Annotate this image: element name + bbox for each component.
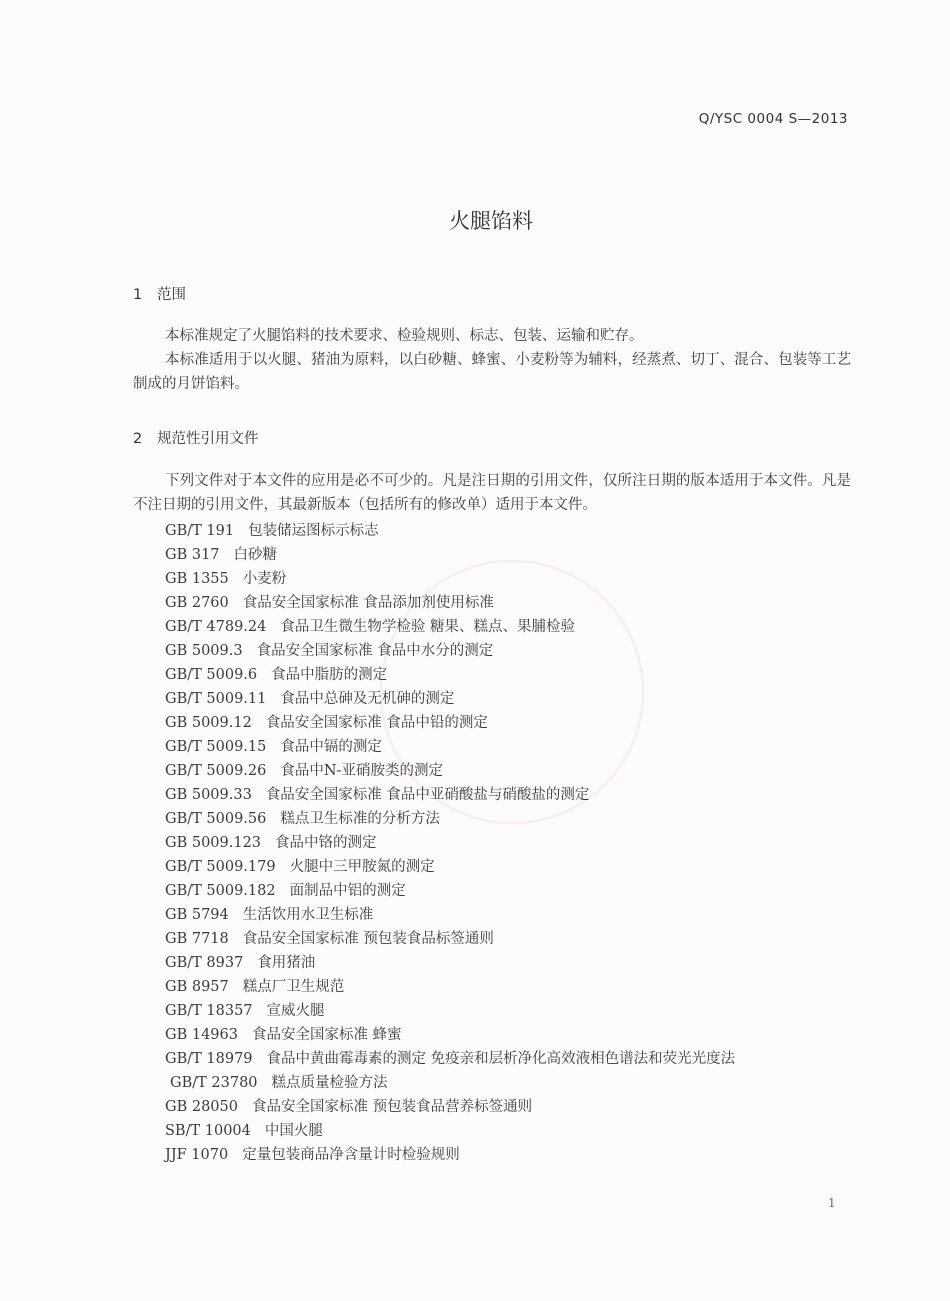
- section-title: 规范性引用文件: [157, 431, 259, 447]
- section-1-heading: [133, 283, 186, 304]
- reference-item: [165, 615, 735, 639]
- reference-title: 食品中铬的测定: [275, 835, 377, 851]
- reference-code: GB 5009.3: [165, 643, 243, 659]
- reference-title: 食品安全国家标准 食品添加剂使用标准: [242, 595, 494, 611]
- reference-title: 包装储运图标示标志: [248, 523, 379, 539]
- page-number: 1: [828, 1196, 836, 1210]
- reference-title: 糕点厂卫生规范: [242, 979, 345, 995]
- reference-title: 食品中脂肪的测定: [271, 667, 388, 683]
- reference-title: 宣威火腿: [266, 1003, 325, 1019]
- reference-title: 食品卫生微生物学检验 糖果、糕点、果脯检验: [280, 619, 575, 635]
- reference-title: 食品安全国家标准 食品中水分的测定: [256, 643, 494, 659]
- section-number: 1: [133, 287, 143, 303]
- reference-code: GB 2760: [165, 595, 229, 611]
- reference-code: GB/T 23780: [170, 1075, 258, 1091]
- reference-code: GB 7718: [165, 931, 229, 947]
- reference-title: 食用猪油: [257, 955, 316, 971]
- reference-item: [165, 1119, 735, 1143]
- reference-item: [165, 639, 735, 663]
- reference-title: 糕点卫生标准的分析方法: [280, 811, 440, 827]
- reference-title: 小麦粉: [242, 571, 287, 587]
- reference-item: [165, 687, 735, 711]
- section-title: 范围: [157, 287, 186, 303]
- reference-title: 火腿中三甲胺氮的测定: [289, 859, 435, 875]
- reference-item: [165, 663, 735, 687]
- section-number: 2: [133, 431, 143, 447]
- normative-references-list: [165, 519, 735, 1167]
- reference-title: 食品安全国家标准 预包装食品标签通则: [242, 931, 494, 947]
- reference-code: JJF 1070: [165, 1147, 229, 1163]
- reference-code: GB 28050: [165, 1099, 238, 1115]
- reference-item: [165, 855, 735, 879]
- section-2-heading: [133, 427, 259, 448]
- reference-code: GB 1355: [165, 571, 229, 587]
- reference-item: [165, 759, 735, 783]
- reference-title: 面制品中铝的测定: [289, 883, 406, 899]
- reference-item: [165, 951, 735, 975]
- section-1-paragraph-1: 本标准规定了火腿馅料的技术要求、检验规则、标志、包装、运输和贮存。: [165, 328, 644, 344]
- reference-item: [165, 1095, 735, 1119]
- reference-item: [165, 1023, 735, 1047]
- reference-code: GB/T 4789.24: [165, 619, 267, 635]
- reference-code: GB/T 5009.6: [165, 667, 258, 683]
- reference-item: [165, 735, 735, 759]
- reference-code: GB/T 18357: [165, 1003, 253, 1019]
- reference-item: [165, 999, 735, 1023]
- reference-item: [165, 543, 735, 567]
- document-title: 火腿馅料: [449, 209, 533, 233]
- reference-code: GB/T 18979: [165, 1051, 253, 1067]
- reference-code: GB/T 5009.182: [165, 883, 276, 899]
- reference-title: 食品中镉的测定: [280, 739, 382, 755]
- reference-title: 食品中总砷及无机砷的测定: [280, 691, 455, 707]
- reference-item: [165, 711, 735, 735]
- reference-code: GB/T 5009.26: [165, 763, 267, 779]
- reference-item: [165, 807, 735, 831]
- reference-title: 中国火腿: [264, 1123, 323, 1139]
- reference-code: GB/T 8937: [165, 955, 244, 971]
- reference-title: 食品中黄曲霉毒素的测定 免疫亲和层析净化高效液相色谱法和荧光光度法: [266, 1051, 736, 1067]
- reference-item: [165, 927, 735, 951]
- reference-item: [165, 903, 735, 927]
- reference-title: 食品安全国家标准 食品中亚硝酸盐与硝酸盐的测定: [265, 787, 590, 803]
- section-2-paragraph-1: 下列文件对于本文件的应用是必不可少的。凡是注日期的引用文件，仅所注日期的版本适用于本文件。凡是不注日期的引用文件，其最新版本（包括所有的修改单）适用于本文件。: [133, 473, 851, 513]
- reference-item: [165, 567, 735, 591]
- reference-item: [165, 831, 735, 855]
- reference-item: [165, 975, 735, 999]
- reference-code: GB 5009.123: [165, 835, 262, 851]
- reference-code: GB/T 5009.11: [165, 691, 267, 707]
- reference-title: 食品安全国家标准 蜂蜜: [251, 1027, 402, 1043]
- reference-title: 白砂糖: [233, 547, 278, 563]
- document-code: Q/YSC 0004 S—2013: [698, 111, 848, 127]
- reference-code: GB 5009.12: [165, 715, 252, 731]
- reference-code: GB 5794: [165, 907, 229, 923]
- reference-code: GB/T 5009.15: [165, 739, 267, 755]
- reference-item: [165, 879, 735, 903]
- reference-code: GB 8957: [165, 979, 229, 995]
- reference-code: GB 14963: [165, 1027, 238, 1043]
- reference-code: SB/T 10004: [165, 1123, 251, 1139]
- reference-title: 生活饮用水卫生标准: [242, 907, 374, 923]
- section-1-paragraph-2: 本标准适用于以火腿、猪油为原料，以白砂糖、蜂蜜、小麦粉等为辅料，经蒸煮、切丁、混合、包装等工艺制成的月饼馅料。: [133, 352, 851, 392]
- reference-title: 食品中N-亚硝胺类的测定: [280, 763, 443, 779]
- reference-code: GB/T 5009.179: [165, 859, 276, 875]
- reference-title: 食品安全国家标准 食品中铅的测定: [265, 715, 488, 731]
- reference-title: 糕点质量检验方法: [271, 1075, 388, 1091]
- reference-code: GB/T 191: [165, 523, 235, 539]
- reference-code: GB 317: [165, 547, 220, 563]
- reference-item: [165, 591, 735, 615]
- reference-code: GB/T 5009.56: [165, 811, 267, 827]
- reference-title: 定量包装商品净含量计时检验规则: [242, 1147, 460, 1163]
- reference-item: [165, 1071, 735, 1095]
- reference-title: 食品安全国家标准 预包装食品营养标签通则: [251, 1099, 533, 1115]
- reference-item: [165, 1047, 735, 1071]
- reference-item: [165, 519, 735, 543]
- reference-item: [165, 783, 735, 807]
- reference-code: GB 5009.33: [165, 787, 252, 803]
- reference-item: [165, 1143, 735, 1167]
